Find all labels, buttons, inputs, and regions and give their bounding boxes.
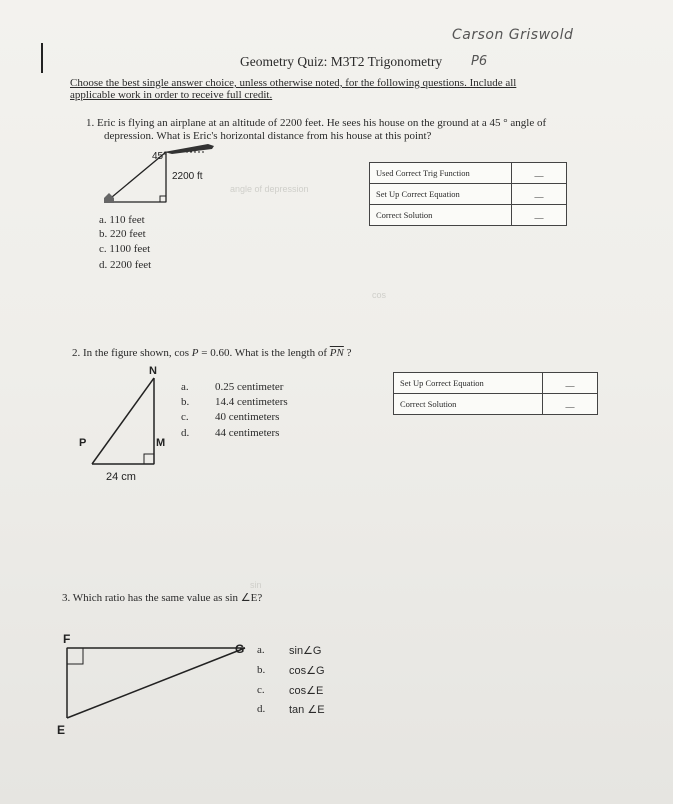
q1-choice-b[interactable]: b. 220 feet — [99, 228, 146, 240]
bleed-through-text: cos — [372, 290, 387, 300]
q1-rubric-table — [369, 162, 567, 226]
choice-letter: a. — [181, 381, 189, 393]
rubric-row — [394, 394, 598, 415]
choice-value: sin∠G — [289, 645, 322, 657]
q1-choice-a[interactable]: a. 110 feet — [99, 214, 145, 226]
rubric-criterion: Correct Solution — [370, 205, 512, 226]
instructions-line-1: Choose the best single answer choice, unless otherwise noted, for the following questions. Include all — [70, 77, 517, 89]
q2-text-suffix: ? — [343, 347, 352, 359]
choice-letter: c. — [181, 411, 189, 423]
bleed-through-text: angle of depression — [230, 184, 309, 194]
house-icon — [104, 193, 114, 203]
rubric-row — [370, 205, 567, 226]
rubric-score-blank[interactable]: __ — [543, 373, 598, 394]
q2-text-mid: . What is the length of — [229, 347, 330, 359]
q2-choice-a[interactable] — [181, 381, 284, 393]
choice-letter: c. — [257, 684, 265, 696]
margin-rule — [41, 43, 43, 73]
q2-text-prefix: 2. In the figure shown, cos — [72, 347, 192, 359]
airplane-icon — [164, 144, 214, 154]
q3-choice-c[interactable] — [257, 684, 324, 697]
bleed-through-text: sin — [250, 580, 262, 590]
choice-value: tan ∠E — [289, 704, 325, 716]
q2-label-m: M — [156, 437, 166, 449]
q3-choice-b[interactable] — [257, 664, 325, 677]
rubric-criterion: Used Correct Trig Function — [370, 163, 512, 184]
q1-angle-label: 45° — [152, 151, 168, 162]
q3-right-angle-mark — [67, 648, 83, 664]
choice-letter: b. — [257, 664, 266, 676]
q1-choice-c[interactable]: c. 1100 feet — [99, 243, 151, 255]
choice-letter: d. — [257, 703, 266, 715]
rubric-criterion: Set Up Correct Equation — [370, 184, 512, 205]
class-period: P6 — [471, 54, 488, 69]
q2-hypotenuse-pn — [92, 378, 154, 464]
q2-base-length: 24 cm — [106, 471, 136, 483]
q2-text — [72, 347, 351, 359]
q2-label-n: N — [149, 365, 157, 377]
q3-hypotenuse-eg — [67, 648, 245, 718]
q2-right-angle-mark — [144, 454, 154, 464]
q1-right-angle-mark — [160, 196, 166, 202]
choice-value: 14.4 centimeters — [215, 396, 288, 408]
q3-choice-a[interactable] — [257, 644, 322, 657]
q2-cos-value: = 0.60 — [198, 347, 230, 359]
rubric-score-blank[interactable]: __ — [512, 163, 567, 184]
rubric-score-blank[interactable]: __ — [543, 394, 598, 415]
q3-choice-d[interactable] — [257, 703, 325, 716]
rubric-criterion: Set Up Correct Equation — [394, 373, 543, 394]
q2-triangle-figure — [78, 362, 168, 486]
q3-text: 3. Which ratio has the same value as sin ∠E? — [62, 592, 263, 604]
rubric-score-blank[interactable]: __ — [512, 184, 567, 205]
quiz-title: Geometry Quiz: M3T2 Trigonometry — [240, 54, 443, 69]
choice-value: cos∠G — [289, 665, 325, 677]
student-name: Carson Griswold — [452, 27, 574, 43]
q1-text-line-2: depression. What is Eric's horizontal distance from his house at this point? — [104, 130, 432, 142]
q2-rubric-table — [393, 372, 598, 415]
q2-choice-c[interactable] — [181, 411, 280, 423]
q2-segment-pn: $\overline{PN}$ — [329, 347, 344, 359]
choice-letter: d. — [181, 427, 190, 439]
choice-value: cos∠E — [289, 685, 324, 697]
choice-value: 0.25 centimeter — [215, 381, 284, 393]
choice-value: 40 centimeters — [215, 411, 280, 423]
q3-label-g: G — [235, 642, 245, 656]
rubric-criterion: Correct Solution — [394, 394, 543, 415]
q2-choice-d[interactable] — [181, 427, 280, 439]
choice-value: 44 centimeters — [215, 427, 280, 439]
rubric-row — [370, 184, 567, 205]
rubric-score-blank[interactable]: __ — [512, 205, 567, 226]
q3-triangle-figure — [55, 630, 255, 740]
q2-choice-b[interactable] — [181, 396, 288, 408]
q2-angle-var: P — [191, 347, 199, 359]
rubric-row — [370, 163, 567, 184]
q3-label-f: F — [63, 632, 71, 646]
q2-label-p: P — [79, 437, 87, 449]
q1-height-label: 2200 ft — [172, 171, 203, 182]
choice-letter: a. — [257, 644, 265, 656]
choice-letter: b. — [181, 396, 190, 408]
instructions-line-2: applicable work in order to receive full credit. — [70, 89, 273, 101]
q1-text-line-1: 1. Eric is flying an airplane at an altitude of 2200 feet. He sees his house on the ground at a 45 ° angle of — [86, 117, 547, 129]
q1-choice-d[interactable]: d. 2200 feet — [99, 259, 152, 271]
q1-airplane-figure — [96, 140, 226, 218]
rubric-row — [394, 373, 598, 394]
q3-label-e: E — [57, 723, 66, 737]
